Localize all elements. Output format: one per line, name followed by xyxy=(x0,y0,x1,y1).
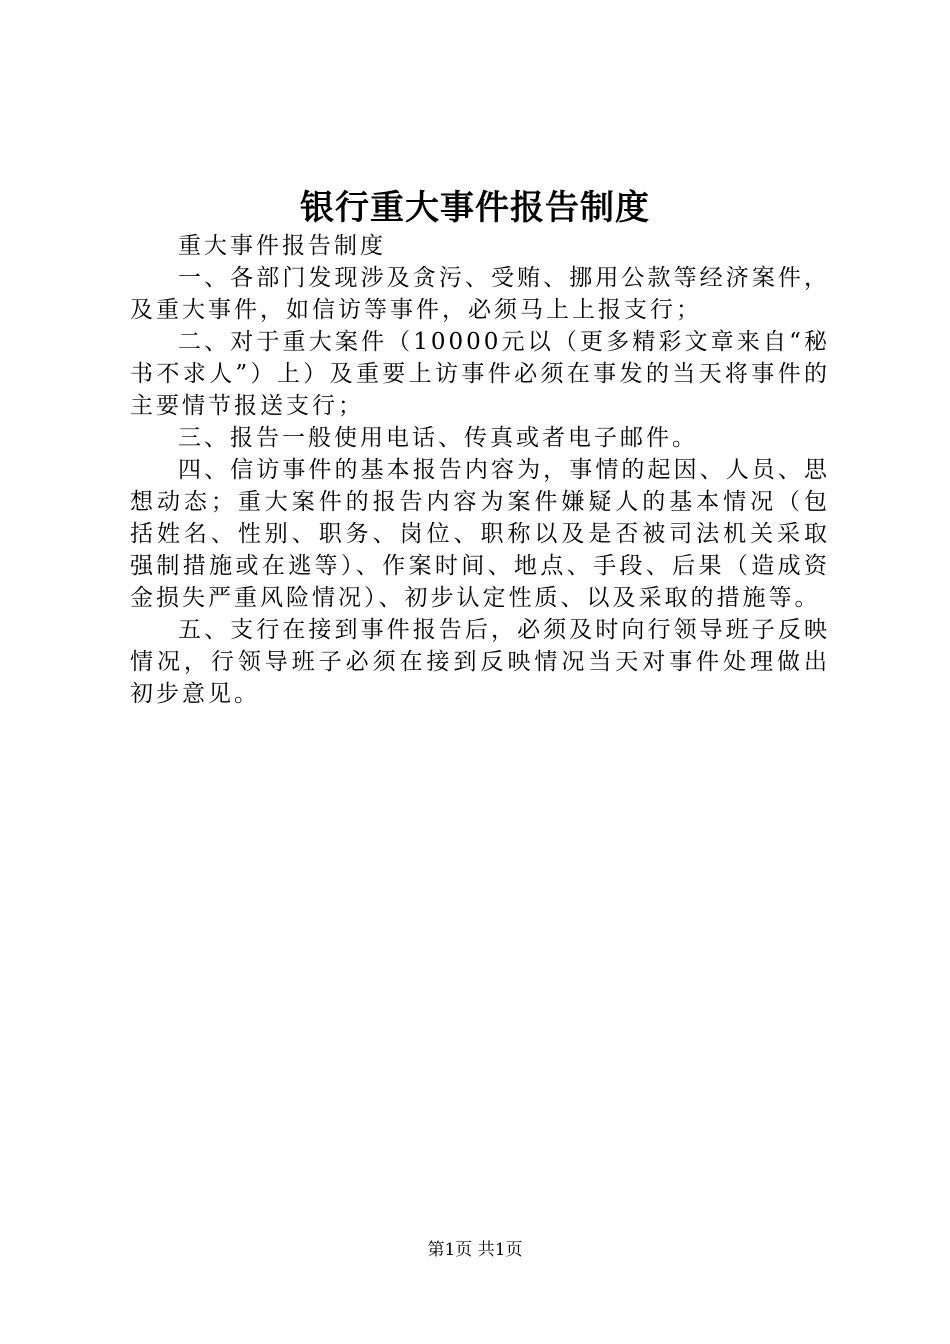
document-title: 银行重大事件报告制度 xyxy=(300,188,650,228)
paragraph-item-1: 一、各部门发现涉及贪污、受贿、挪用公款等经济案件，及重大事件，如信访等事件，必须马上上报支行； xyxy=(130,265,830,323)
paragraph-item-3: 三、报告一般使用电话、传真或者电子邮件。 xyxy=(178,425,698,451)
paragraph-item-4: 四、信访事件的基本报告内容为，事情的起因、人员、思想动态；重大案件的报告内容为案件嫌疑人的基本情况（包括姓名、性别、职务、岗位、职称以及是否被司法机关采取强制措施或在逃等）、作案时间、地点、手段、后果（造成资金损失严重风险情况）、初步认定性质、以及采取的措施等。 xyxy=(130,457,830,611)
paragraph-item-2: 二、对于重大案件（10000元以（更多精彩文章来自“秘书不求人”）上）及重要上访事件必须在事发的当天将事件的主要情节报送支行； xyxy=(130,329,830,419)
paragraph-heading: 重大事件报告制度 xyxy=(178,233,386,259)
document-body xyxy=(130,230,830,710)
paragraph-item-5: 五、支行在接到事件报告后，必须及时向行领导班子反映情况，行领导班子必须在接到反映情况当天对事件处理做出初步意见。 xyxy=(130,617,830,707)
page-footer: 第1页 共1页 xyxy=(427,1240,523,1260)
